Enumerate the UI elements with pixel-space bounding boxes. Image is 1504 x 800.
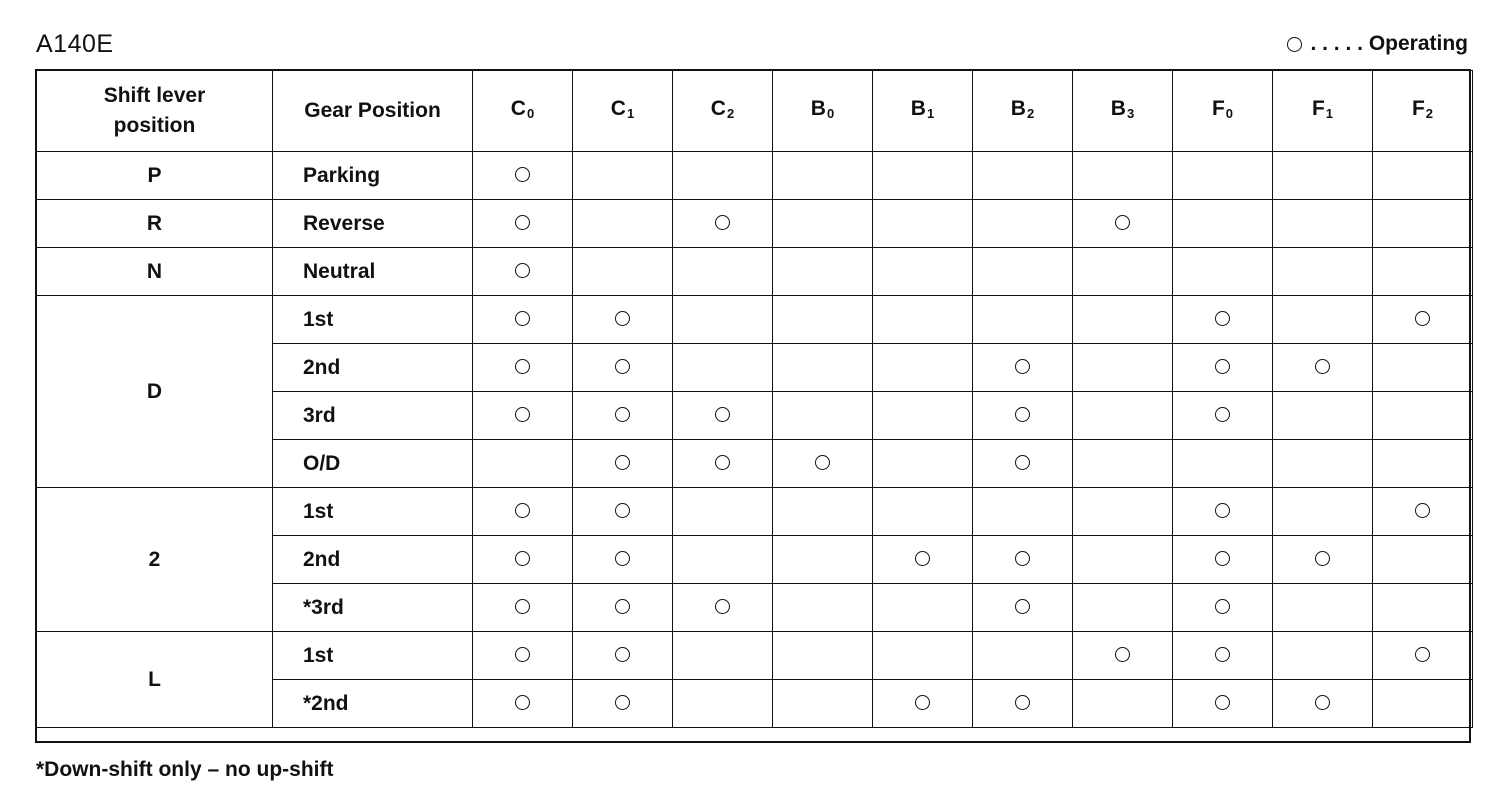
operation-cell xyxy=(873,200,973,248)
operation-cell xyxy=(873,296,973,344)
operation-cell xyxy=(1173,248,1273,296)
operating-circle-icon xyxy=(515,311,530,326)
operation-cell xyxy=(973,152,1073,200)
operation-cell xyxy=(873,392,973,440)
operation-cell xyxy=(873,680,973,728)
header-element-b1 xyxy=(873,71,973,152)
operating-circle-icon xyxy=(515,167,530,182)
header-element-f2 xyxy=(1373,71,1473,152)
operating-circle-icon xyxy=(515,263,530,278)
operating-circle-icon xyxy=(915,551,930,566)
operating-circle-icon xyxy=(515,599,530,614)
table-row xyxy=(37,248,1473,296)
element-subscript: 0 xyxy=(1225,105,1234,121)
operation-cell xyxy=(1073,488,1173,536)
operating-circle-icon xyxy=(715,407,730,422)
operating-circle-icon xyxy=(615,599,630,614)
element-letter: C xyxy=(510,96,526,120)
operating-circle-icon xyxy=(615,455,630,470)
operation-cell xyxy=(973,296,1073,344)
operation-cell xyxy=(1073,248,1173,296)
operation-cell xyxy=(1273,248,1373,296)
operating-circle-icon xyxy=(1215,551,1230,566)
operation-cell xyxy=(773,440,873,488)
operation-cell xyxy=(1273,680,1373,728)
operation-cell xyxy=(1073,200,1173,248)
operation-cell xyxy=(673,536,773,584)
element-subscript: 3 xyxy=(1126,105,1135,121)
operation-cell xyxy=(773,680,873,728)
operation-cell xyxy=(1173,392,1273,440)
operation-cell xyxy=(1073,392,1173,440)
operation-cell xyxy=(673,344,773,392)
operation-cell xyxy=(1373,584,1473,632)
operation-cell xyxy=(1373,152,1473,200)
shift-lever-cell: P xyxy=(37,152,273,200)
operation-cell xyxy=(573,200,673,248)
operating-circle-icon xyxy=(1315,695,1330,710)
operation-cell xyxy=(573,536,673,584)
operation-cell xyxy=(1373,344,1473,392)
table-row xyxy=(37,200,1473,248)
header-element-f0 xyxy=(1173,71,1273,152)
operation-cell xyxy=(673,584,773,632)
operation-cell xyxy=(1273,584,1373,632)
operating-circle-icon xyxy=(815,455,830,470)
operating-circle-icon xyxy=(1115,215,1130,230)
operation-cell xyxy=(1073,440,1173,488)
operating-circle-icon xyxy=(1215,599,1230,614)
operating-circle-icon xyxy=(615,647,630,662)
operating-circle-icon xyxy=(1315,359,1330,374)
operating-circle-icon xyxy=(915,695,930,710)
header-element-f1 xyxy=(1273,71,1373,152)
operation-cell xyxy=(473,680,573,728)
operation-cell xyxy=(873,584,973,632)
operation-cell xyxy=(473,632,573,680)
operation-cell xyxy=(1373,296,1473,344)
operation-cell xyxy=(1173,440,1273,488)
operation-cell xyxy=(673,152,773,200)
gear-position-cell: *3rd xyxy=(273,584,473,632)
operation-cell xyxy=(473,200,573,248)
operation-cell xyxy=(1073,584,1173,632)
operating-circle-icon xyxy=(1115,647,1130,662)
element-subscript: 0 xyxy=(526,105,535,121)
operation-cell xyxy=(1273,296,1373,344)
operation-cell xyxy=(473,248,573,296)
header-element-c1 xyxy=(573,71,673,152)
operation-cell xyxy=(973,488,1073,536)
table-body xyxy=(37,152,1473,728)
operation-cell xyxy=(473,344,573,392)
element-subscript: 1 xyxy=(1325,105,1334,121)
operating-circle-icon xyxy=(1215,503,1230,518)
operating-circle-icon xyxy=(515,551,530,566)
operation-cell xyxy=(1173,296,1273,344)
footnote: *Down-shift only – no up-shift xyxy=(36,758,334,781)
operation-cell xyxy=(473,296,573,344)
operation-cell xyxy=(773,200,873,248)
operation-cell xyxy=(1073,152,1173,200)
operating-circle-icon xyxy=(615,311,630,326)
operation-cell xyxy=(1373,488,1473,536)
operating-circle-icon xyxy=(515,407,530,422)
operating-circle-icon xyxy=(715,455,730,470)
table-row xyxy=(37,488,1473,536)
operation-cell xyxy=(1373,200,1473,248)
operation-cell xyxy=(673,392,773,440)
operating-circle-icon xyxy=(1015,455,1030,470)
operation-cell xyxy=(673,248,773,296)
element-letter: B xyxy=(810,96,826,120)
shift-lever-cell: 2 xyxy=(37,488,273,632)
element-letter: B xyxy=(910,96,926,120)
table-row xyxy=(37,632,1473,680)
operation-cell xyxy=(1373,536,1473,584)
operation-cell xyxy=(1073,344,1173,392)
operation-cell xyxy=(1073,632,1173,680)
element-letter: F xyxy=(1411,96,1425,120)
gear-position-cell: 1st xyxy=(273,632,473,680)
operation-cell xyxy=(573,440,673,488)
operating-circle-icon xyxy=(715,215,730,230)
operation-cell xyxy=(873,248,973,296)
operation-cell xyxy=(773,488,873,536)
element-subscript: 1 xyxy=(626,105,635,121)
operating-circle-icon xyxy=(615,503,630,518)
operating-circle-icon xyxy=(1015,695,1030,710)
gear-position-cell: *2nd xyxy=(273,680,473,728)
gear-position-cell: 3rd xyxy=(273,392,473,440)
table-row xyxy=(37,152,1473,200)
header-element-b2 xyxy=(973,71,1073,152)
gear-position-cell: Neutral xyxy=(273,248,473,296)
operating-circle-icon xyxy=(515,503,530,518)
header-element-b3 xyxy=(1073,71,1173,152)
operating-circle-icon xyxy=(1015,359,1030,374)
operation-cell xyxy=(873,344,973,392)
operation-cell xyxy=(873,536,973,584)
shift-lever-cell: L xyxy=(37,632,273,728)
gear-position-cell: Reverse xyxy=(273,200,473,248)
operating-circle-icon xyxy=(1015,551,1030,566)
operation-cell xyxy=(573,152,673,200)
operation-cell xyxy=(873,488,973,536)
operation-cell xyxy=(1173,584,1273,632)
operation-cell xyxy=(973,344,1073,392)
operation-cell xyxy=(473,440,573,488)
operation-cell xyxy=(1273,632,1373,680)
shift-lever-cell: D xyxy=(37,296,273,488)
operation-cell xyxy=(573,488,673,536)
header-gear-position: Gear Position xyxy=(273,71,473,152)
operating-circle-icon xyxy=(515,215,530,230)
header-row xyxy=(37,71,1473,152)
operation-cell xyxy=(673,440,773,488)
operation-cell xyxy=(673,680,773,728)
operation-cell xyxy=(1073,296,1173,344)
clutch-brake-operation-table xyxy=(36,70,1473,728)
operating-circle-icon xyxy=(515,359,530,374)
element-letter: C xyxy=(610,96,626,120)
operation-cell xyxy=(773,584,873,632)
operation-cell xyxy=(573,584,673,632)
operating-circle-icon xyxy=(1415,503,1430,518)
operation-cell xyxy=(1073,536,1173,584)
element-letter: B xyxy=(1110,96,1126,120)
operation-cell xyxy=(573,680,673,728)
operation-cell xyxy=(773,344,873,392)
operation-cell xyxy=(773,296,873,344)
element-subscript: 0 xyxy=(826,105,835,121)
operating-circle-icon xyxy=(1415,311,1430,326)
operating-circle-icon xyxy=(1315,551,1330,566)
operation-cell xyxy=(573,296,673,344)
gear-position-cell: 2nd xyxy=(273,344,473,392)
header-element-c2 xyxy=(673,71,773,152)
element-letter: F xyxy=(1211,96,1225,120)
operation-cell xyxy=(573,344,673,392)
operation-cell xyxy=(1373,680,1473,728)
element-subscript: 2 xyxy=(726,105,735,121)
operation-cell xyxy=(973,392,1073,440)
shift-lever-cell: N xyxy=(37,248,273,296)
operating-circle-icon xyxy=(1015,599,1030,614)
element-letter: B xyxy=(1010,96,1026,120)
operation-cell xyxy=(1173,632,1273,680)
operation-cell xyxy=(673,296,773,344)
header-shift-lever-label: Shift lever position xyxy=(103,84,206,137)
operation-cell xyxy=(1273,152,1373,200)
operation-cell xyxy=(773,248,873,296)
operating-circle-icon xyxy=(1215,359,1230,374)
operating-circle-icon xyxy=(1415,647,1430,662)
gear-position-cell: Parking xyxy=(273,152,473,200)
gear-position-cell: 2nd xyxy=(273,536,473,584)
operating-circle-icon xyxy=(715,599,730,614)
operation-cell xyxy=(973,680,1073,728)
header-element-c0 xyxy=(473,71,573,152)
operation-cell xyxy=(473,584,573,632)
operation-cell xyxy=(1273,440,1373,488)
operation-cell xyxy=(973,536,1073,584)
element-letter: F xyxy=(1311,96,1325,120)
element-subscript: 2 xyxy=(1425,105,1434,121)
operation-cell xyxy=(473,536,573,584)
operation-cell xyxy=(973,440,1073,488)
operation-cell xyxy=(1173,680,1273,728)
operation-cell xyxy=(873,152,973,200)
operation-cell xyxy=(473,152,573,200)
operating-circle-icon xyxy=(615,407,630,422)
operation-cell xyxy=(473,392,573,440)
operation-cell xyxy=(1273,392,1373,440)
element-subscript: 1 xyxy=(926,105,935,121)
operation-cell xyxy=(1173,536,1273,584)
operating-circle-icon xyxy=(615,551,630,566)
operation-cell xyxy=(973,632,1073,680)
operating-circle-icon xyxy=(615,695,630,710)
operation-cell xyxy=(773,536,873,584)
operation-cell xyxy=(1373,392,1473,440)
operation-cell xyxy=(1373,440,1473,488)
operation-cell xyxy=(573,248,673,296)
legend xyxy=(1287,32,1468,56)
operation-cell xyxy=(773,632,873,680)
element-letter: C xyxy=(710,96,726,120)
gear-position-cell: O/D xyxy=(273,440,473,488)
operation-cell xyxy=(673,200,773,248)
operation-cell xyxy=(773,392,873,440)
operating-circle-icon xyxy=(615,359,630,374)
operation-cell xyxy=(1273,488,1373,536)
operating-circle-icon xyxy=(515,695,530,710)
operation-cell xyxy=(973,584,1073,632)
operation-cell xyxy=(1173,200,1273,248)
operating-circle-icon xyxy=(1015,407,1030,422)
operating-circle-icon xyxy=(515,647,530,662)
operation-cell xyxy=(573,392,673,440)
operation-cell xyxy=(1273,536,1373,584)
operation-cell xyxy=(573,632,673,680)
table-row xyxy=(37,296,1473,344)
operation-cell xyxy=(973,248,1073,296)
element-subscript: 2 xyxy=(1026,105,1035,121)
operation-cell xyxy=(1173,152,1273,200)
operation-cell xyxy=(1273,200,1373,248)
operation-cell xyxy=(1273,344,1373,392)
operation-cell xyxy=(1173,488,1273,536)
operating-circle-icon xyxy=(1215,695,1230,710)
operating-circle-icon xyxy=(1215,407,1230,422)
operation-cell xyxy=(673,632,773,680)
gear-position-cell: 1st xyxy=(273,488,473,536)
operating-circle-icon xyxy=(1215,647,1230,662)
operation-cell xyxy=(773,152,873,200)
page-title: A140E xyxy=(36,30,114,58)
shift-lever-cell: R xyxy=(37,200,273,248)
operation-cell xyxy=(1373,248,1473,296)
operation-cell xyxy=(673,488,773,536)
operation-cell xyxy=(973,200,1073,248)
operation-cell xyxy=(473,488,573,536)
operation-cell xyxy=(873,632,973,680)
operation-cell xyxy=(1073,680,1173,728)
header-shift-lever xyxy=(37,71,273,152)
legend-text: . . . . . Operating xyxy=(1310,32,1468,55)
circle-icon xyxy=(1287,37,1302,52)
header-element-b0 xyxy=(773,71,873,152)
operation-cell xyxy=(873,440,973,488)
operation-cell xyxy=(1373,632,1473,680)
gear-position-cell: 1st xyxy=(273,296,473,344)
operating-circle-icon xyxy=(1215,311,1230,326)
operation-cell xyxy=(1173,344,1273,392)
